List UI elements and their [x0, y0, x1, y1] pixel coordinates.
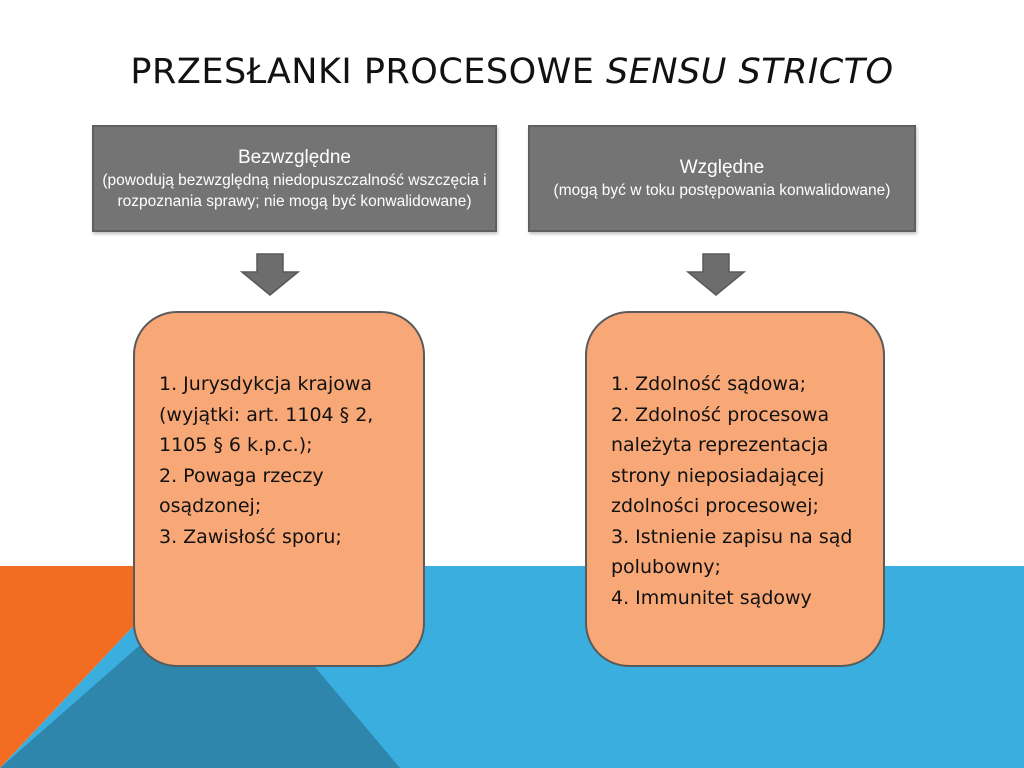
list-item: 1. Jurysdykcja krajowa (wyjątki: art. 1104 § 2, 1105 § 6 k.p.c.); [159, 373, 374, 456]
absolute-prerequisites-card [133, 311, 425, 667]
list-item: 2. Powaga rzeczy osądzonej; [159, 464, 324, 517]
relative-prerequisites-header [528, 125, 916, 232]
slide-title-emphasis: SENSU STRICTO [606, 52, 894, 92]
relative-prerequisites-list [611, 369, 877, 613]
slide-title [0, 52, 1024, 92]
down-arrow-icon [240, 253, 300, 297]
list-item: 3. Zawisłość sporu; [159, 525, 342, 548]
absolute-prerequisites-header [92, 125, 497, 232]
absolute-header-description: (powodują bezwzględną niedopuszczalność wszczęcia i rozpoznania sprawy; nie mogą być konwalidowane) [102, 171, 487, 210]
list-item: 4. Immunitet sądowy [611, 586, 812, 609]
down-arrow-icon [686, 253, 746, 297]
list-item: 1. Zdolność sądowa; [611, 373, 807, 395]
relative-header-description: (mogą być w toku postępowania konwalidowane) [553, 182, 891, 199]
relative-header-title: Względne [679, 157, 765, 178]
absolute-header-title: Bezwzględne [237, 146, 352, 168]
relative-prerequisites-card [585, 311, 885, 667]
absolute-prerequisites-list [159, 369, 409, 552]
slide-title-main: PRZESŁANKI PROCESOWE [130, 52, 606, 92]
list-item: 2. Zdolność procesowa należyta reprezentacja strony nieposiadającej zdolności procesowej; [611, 403, 830, 517]
list-item: 3. Istnienie zapisu na sąd polubowny; [611, 525, 853, 578]
